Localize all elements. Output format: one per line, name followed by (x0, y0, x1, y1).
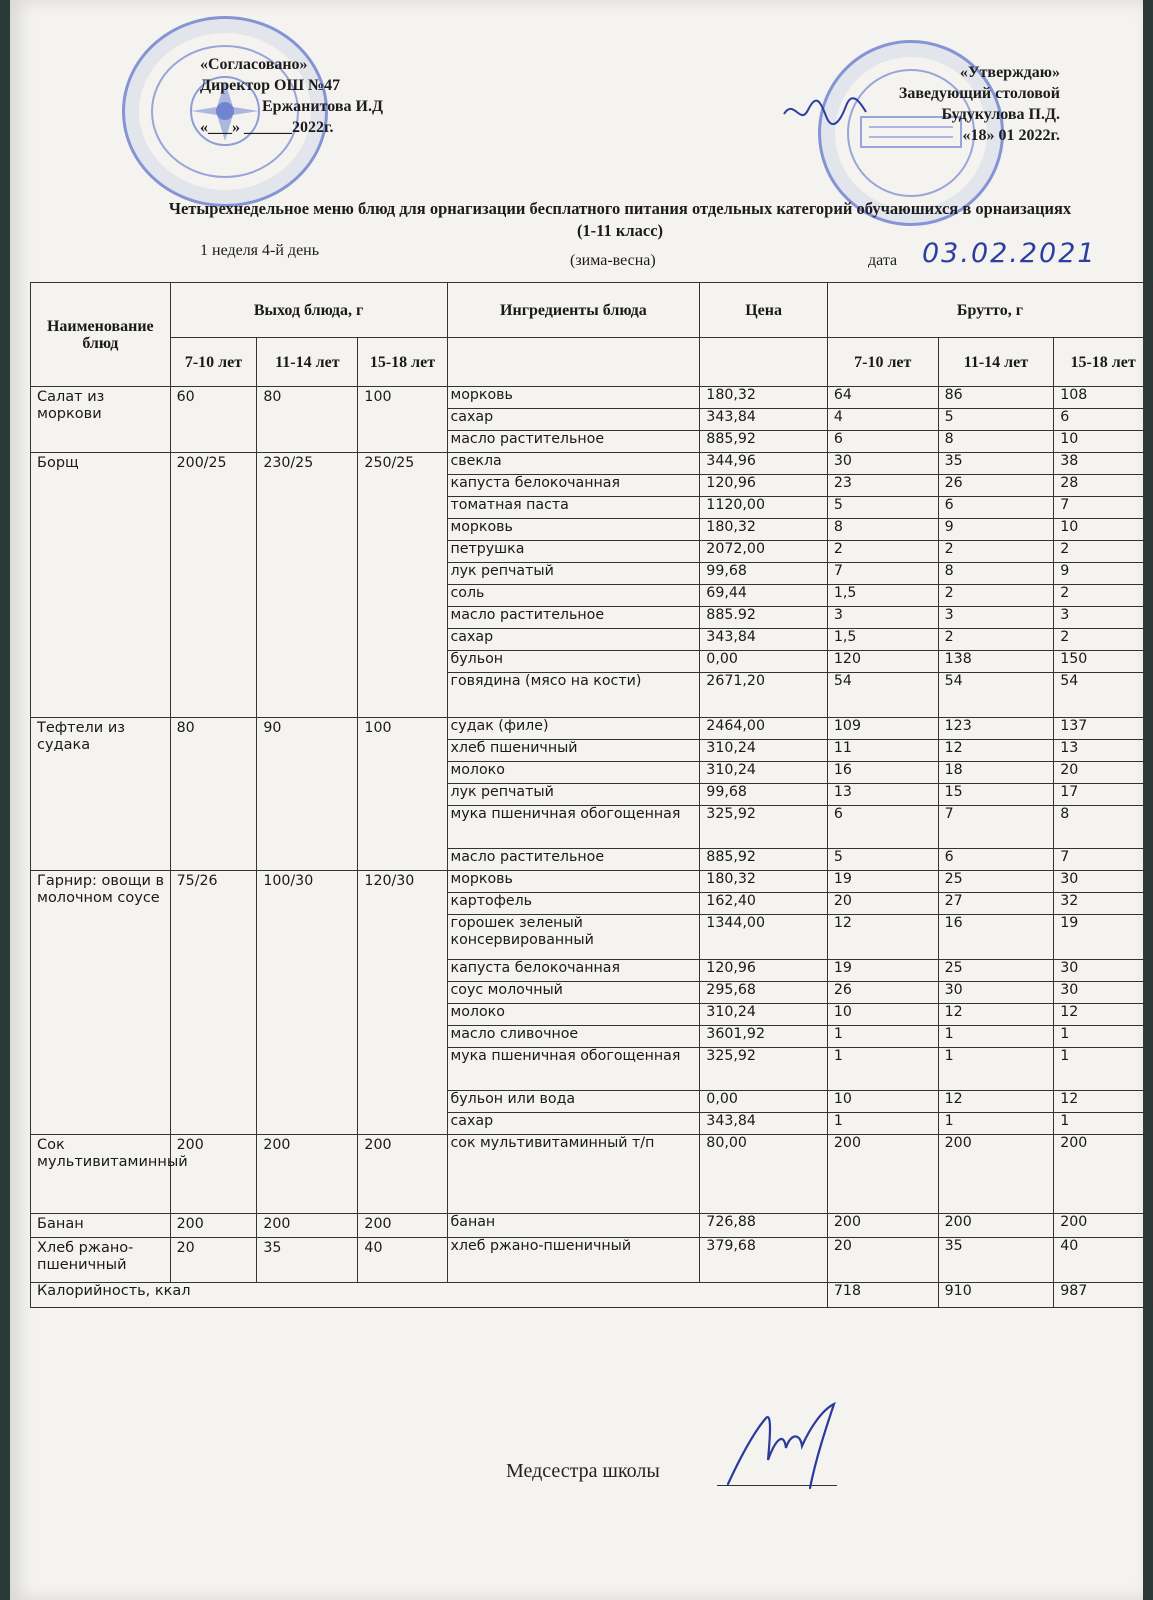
ingredient-name-cell: бульон или вода (447, 1091, 700, 1113)
ingredient-gross-cell: 5 (827, 497, 938, 519)
ingredient-gross-cell: 3 (938, 607, 1054, 629)
ingredient-gross-cell: 200 (1054, 1214, 1153, 1238)
ingredient-price-cell: 325,92 (700, 1048, 828, 1091)
ingredient-price-cell: 343,84 (700, 409, 828, 431)
ingredient-gross-cell: 9 (1054, 563, 1153, 585)
ingredient-name-cell: томатная паста (447, 497, 700, 519)
ingredient-gross-cell: 1 (938, 1048, 1054, 1091)
ingredient-name-cell: говядина (мясо на кости) (447, 673, 700, 718)
header-price: Цена (700, 283, 828, 338)
approval-left-line3: Ержанитова И.Д (262, 98, 383, 115)
ingredient-gross-cell: 1 (827, 1113, 938, 1135)
header-gross-age1: 7-10 лет (827, 338, 938, 387)
dish-output-cell: 250/25 (358, 453, 447, 718)
dish-output-cell: 100/30 (257, 871, 358, 1135)
ingredient-price-cell: 0,00 (700, 651, 828, 673)
ingredient-price-cell: 344,96 (700, 453, 828, 475)
ingredient-gross-cell: 1 (938, 1026, 1054, 1048)
ingredient-gross-cell: 9 (938, 519, 1054, 541)
ingredient-name-cell: банан (447, 1214, 700, 1238)
ingredient-gross-cell: 25 (938, 871, 1054, 893)
dish-output-cell: 60 (170, 387, 257, 453)
calories-label-cell: Калорийность, ккал (31, 1283, 828, 1308)
dish-output-cell: 100 (358, 387, 447, 453)
ingredient-name-cell: масло растительное (447, 431, 700, 453)
dish-output-cell: 230/25 (257, 453, 358, 718)
dish-name-cell: Борщ (31, 453, 171, 718)
ingredient-name-cell: свекла (447, 453, 700, 475)
ingredient-gross-cell: 2 (938, 541, 1054, 563)
ingredient-gross-cell: 1 (827, 1048, 938, 1091)
dish-output-cell: 80 (170, 718, 257, 871)
dish-output-cell: 90 (257, 718, 358, 871)
ingredient-gross-cell: 64 (827, 387, 938, 409)
date-label: дата (868, 252, 898, 269)
ingredient-gross-cell: 12 (938, 740, 1054, 762)
ingredient-gross-cell: 12 (938, 1004, 1054, 1026)
ingredient-price-cell: 885.92 (700, 607, 828, 629)
ingredient-gross-cell: 20 (827, 1238, 938, 1283)
ingredient-price-cell: 120,96 (700, 960, 828, 982)
ingredient-gross-cell: 200 (1054, 1135, 1153, 1214)
ingredient-gross-cell: 7 (1054, 497, 1153, 519)
approval-right-line1: «Утверждаю» (959, 64, 1060, 81)
ingredient-gross-cell: 7 (1054, 849, 1153, 871)
menu-table-body (31, 387, 1153, 1308)
dish-output-cell: 200 (170, 1214, 257, 1238)
document-page (10, 0, 1143, 1600)
ingredient-gross-cell: 16 (938, 915, 1054, 960)
ingredient-name-cell: лук репчатый (447, 784, 700, 806)
ingredient-gross-cell: 86 (938, 387, 1054, 409)
ingredient-gross-cell: 30 (1054, 871, 1153, 893)
ingredient-gross-cell: 6 (827, 806, 938, 849)
ingredient-price-cell: 343,84 (700, 629, 828, 651)
dish-output-cell: 40 (358, 1238, 447, 1283)
ingredient-gross-cell: 2 (1054, 585, 1153, 607)
ingredient-gross-cell: 19 (827, 871, 938, 893)
menu-table (30, 282, 1153, 1308)
dish-name-cell: Тефтели из судака (31, 718, 171, 871)
header-out-age3: 15-18 лет (358, 338, 447, 387)
ingredient-gross-cell: 2 (938, 585, 1054, 607)
ingredient-gross-cell: 11 (827, 740, 938, 762)
table-row (31, 718, 1153, 740)
ingredient-price-cell: 379,68 (700, 1238, 828, 1283)
dish-output-cell: 200 (358, 1214, 447, 1238)
ingredient-name-cell: картофель (447, 893, 700, 915)
ingredient-price-cell: 310,24 (700, 1004, 828, 1026)
ingredient-gross-cell: 3 (827, 607, 938, 629)
ingredient-gross-cell: 19 (827, 960, 938, 982)
ingredient-price-cell: 99,68 (700, 784, 828, 806)
ingredient-gross-cell: 8 (938, 431, 1054, 453)
calories-value-cell: 910 (938, 1283, 1054, 1308)
ingredient-name-cell: лук репчатый (447, 563, 700, 585)
calories-value-cell: 987 (1054, 1283, 1153, 1308)
ingredient-gross-cell: 12 (1054, 1091, 1153, 1113)
header-ingredients-blank (447, 338, 700, 387)
table-row (31, 1135, 1153, 1214)
ingredient-name-cell: петрушка (447, 541, 700, 563)
ingredient-price-cell: 1344,00 (700, 915, 828, 960)
dish-output-cell: 80 (257, 387, 358, 453)
dish-output-cell: 200/25 (170, 453, 257, 718)
ingredient-name-cell: мука пшеничная обогощенная (447, 1048, 700, 1091)
ingredient-price-cell: 180,32 (700, 519, 828, 541)
week-day-label: 1 неделя 4-й день (200, 242, 320, 259)
ingredient-name-cell: горошек зеленый консервированный (447, 915, 700, 960)
ingredient-price-cell: 310,24 (700, 762, 828, 784)
header-out-age2: 11-14 лет (257, 338, 358, 387)
approval-left-line4: «___» ______2022г. (200, 119, 334, 136)
ingredient-gross-cell: 26 (938, 475, 1054, 497)
dish-name-cell: Гарнир: овощи в молочном соусе (31, 871, 171, 1135)
ingredient-gross-cell: 1 (827, 1026, 938, 1048)
ingredient-gross-cell: 8 (827, 519, 938, 541)
ingredient-price-cell: 0,00 (700, 1091, 828, 1113)
table-row (31, 387, 1153, 409)
header-price-blank (700, 338, 828, 387)
manager-signature-icon (780, 92, 870, 132)
dish-output-cell: 75/26 (170, 871, 257, 1135)
ingredient-gross-cell: 200 (938, 1214, 1054, 1238)
ingredient-gross-cell: 35 (938, 453, 1054, 475)
approval-left-line1: «Согласовано» (200, 56, 308, 73)
ingredient-gross-cell: 120 (827, 651, 938, 673)
season-label: (зима-весна) (570, 252, 656, 269)
ingredient-gross-cell: 54 (938, 673, 1054, 718)
ingredient-name-cell: молоко (447, 1004, 700, 1026)
table-row (31, 871, 1153, 893)
ingredient-name-cell: сахар (447, 409, 700, 431)
dish-output-cell: 200 (170, 1135, 257, 1214)
ingredient-gross-cell: 200 (827, 1214, 938, 1238)
ingredient-gross-cell: 1 (1054, 1048, 1153, 1091)
ingredient-gross-cell: 6 (938, 849, 1054, 871)
ingredient-gross-cell: 17 (1054, 784, 1153, 806)
ingredient-name-cell: сок мультивитаминный т/п (447, 1135, 700, 1214)
nurse-label: Медсестра школы (506, 1460, 660, 1482)
ingredient-gross-cell: 7 (938, 806, 1054, 849)
ingredient-gross-cell: 32 (1054, 893, 1153, 915)
dish-name-cell: Банан (31, 1214, 171, 1238)
dish-output-cell: 200 (257, 1214, 358, 1238)
dish-output-cell: 200 (257, 1135, 358, 1214)
ingredient-price-cell: 162,40 (700, 893, 828, 915)
dish-output-cell: 20 (170, 1238, 257, 1283)
ingredient-gross-cell: 30 (1054, 982, 1153, 1004)
ingredient-name-cell: бульон (447, 651, 700, 673)
ingredient-gross-cell: 23 (827, 475, 938, 497)
ingredient-price-cell: 885,92 (700, 849, 828, 871)
ingredient-gross-cell: 26 (827, 982, 938, 1004)
dish-output-cell: 35 (257, 1238, 358, 1283)
ingredient-name-cell: мука пшеничная обогощенная (447, 806, 700, 849)
ingredient-gross-cell: 2 (1054, 541, 1153, 563)
ingredient-price-cell: 2464,00 (700, 718, 828, 740)
ingredient-gross-cell: 13 (1054, 740, 1153, 762)
approval-right-line3: Будукулова П.Д. (941, 106, 1060, 123)
ingredient-gross-cell: 54 (827, 673, 938, 718)
ingredient-gross-cell: 15 (938, 784, 1054, 806)
ingredient-name-cell: соль (447, 585, 700, 607)
ingredient-name-cell: сахар (447, 1113, 700, 1135)
table-row (31, 1214, 1153, 1238)
header-dish-name: Наименование блюд (31, 283, 171, 387)
ingredient-name-cell: морковь (447, 519, 700, 541)
ingredient-gross-cell: 12 (827, 915, 938, 960)
calories-value-cell: 718 (827, 1283, 938, 1308)
ingredient-price-cell: 120,96 (700, 475, 828, 497)
dish-name-cell: Сок мультивитаминный (31, 1135, 171, 1214)
ingredient-gross-cell: 8 (938, 563, 1054, 585)
approval-right-line2: Заведующий столовой (898, 85, 1060, 102)
ingredient-gross-cell: 137 (1054, 718, 1153, 740)
table-row (31, 453, 1153, 475)
ingredient-gross-cell: 20 (827, 893, 938, 915)
ingredient-gross-cell: 10 (1054, 519, 1153, 541)
ingredient-gross-cell: 16 (827, 762, 938, 784)
ingredient-gross-cell: 8 (1054, 806, 1153, 849)
ingredient-price-cell: 99,68 (700, 563, 828, 585)
ingredient-name-cell: капуста белокочанная (447, 960, 700, 982)
ingredient-gross-cell: 35 (938, 1238, 1054, 1283)
ingredient-gross-cell: 123 (938, 718, 1054, 740)
ingredient-gross-cell: 28 (1054, 475, 1153, 497)
ingredient-gross-cell: 12 (938, 1091, 1054, 1113)
ingredient-gross-cell: 5 (827, 849, 938, 871)
ingredient-gross-cell: 40 (1054, 1238, 1153, 1283)
header-gross-age3: 15-18 лет (1054, 338, 1153, 387)
ingredient-gross-cell: 6 (827, 431, 938, 453)
ingredient-name-cell: соус молочный (447, 982, 700, 1004)
header-out-age1: 7-10 лет (170, 338, 257, 387)
ingredient-price-cell: 325,92 (700, 806, 828, 849)
ingredient-price-cell: 180,32 (700, 871, 828, 893)
ingredient-gross-cell: 30 (938, 982, 1054, 1004)
ingredient-name-cell: сахар (447, 629, 700, 651)
ingredient-gross-cell: 1 (938, 1113, 1054, 1135)
dish-output-cell: 100 (358, 718, 447, 871)
ingredient-name-cell: капуста белокочанная (447, 475, 700, 497)
ingredient-gross-cell: 5 (938, 409, 1054, 431)
dish-name-cell: Хлеб ржано-пшеничный (31, 1238, 171, 1283)
ingredient-gross-cell: 20 (1054, 762, 1153, 784)
ingredient-price-cell: 69,44 (700, 585, 828, 607)
header-ingredients: Ингредиенты блюда (447, 283, 700, 338)
dish-name-cell: Салат из моркови (31, 387, 171, 453)
ingredient-gross-cell: 18 (938, 762, 1054, 784)
ingredient-name-cell: хлеб пшеничный (447, 740, 700, 762)
ingredient-name-cell: хлеб ржано-пшеничный (447, 1238, 700, 1283)
ingredient-name-cell: масло растительное (447, 607, 700, 629)
ingredient-price-cell: 726,88 (700, 1214, 828, 1238)
calories-row (31, 1283, 1153, 1308)
ingredient-gross-cell: 6 (1054, 409, 1153, 431)
dish-output-cell: 200 (358, 1135, 447, 1214)
ingredient-gross-cell: 30 (827, 453, 938, 475)
ingredient-gross-cell: 12 (1054, 1004, 1153, 1026)
ingredient-name-cell: масло растительное (447, 849, 700, 871)
date-value: 03.02.2021 (922, 238, 1097, 269)
ingredient-price-cell: 2671,20 (700, 673, 828, 718)
ingredient-gross-cell: 4 (827, 409, 938, 431)
ingredient-price-cell: 343,84 (700, 1113, 828, 1135)
table-row (31, 1238, 1153, 1283)
ingredient-gross-cell: 30 (1054, 960, 1153, 982)
ingredient-gross-cell: 27 (938, 893, 1054, 915)
ingredient-gross-cell: 1,5 (827, 629, 938, 651)
ingredient-gross-cell: 19 (1054, 915, 1153, 960)
ingredient-gross-cell: 2 (1054, 629, 1153, 651)
ingredient-price-cell: 1120,00 (700, 497, 828, 519)
ingredient-price-cell: 2072,00 (700, 541, 828, 563)
nurse-signature-icon (710, 1398, 860, 1498)
ingredient-gross-cell: 1 (1054, 1026, 1153, 1048)
ingredient-gross-cell: 3 (1054, 607, 1153, 629)
ingredient-gross-cell: 150 (1054, 651, 1153, 673)
ingredient-gross-cell: 10 (1054, 431, 1153, 453)
ingredient-name-cell: масло сливочное (447, 1026, 700, 1048)
ingredient-name-cell: судак (филе) (447, 718, 700, 740)
approval-left-block (200, 54, 383, 138)
ingredient-gross-cell: 2 (938, 629, 1054, 651)
ingredient-price-cell: 80,00 (700, 1135, 828, 1214)
ingredient-gross-cell: 38 (1054, 453, 1153, 475)
ingredient-gross-cell: 10 (827, 1004, 938, 1026)
ingredient-price-cell: 885,92 (700, 431, 828, 453)
menu-title: Четырехнедельное меню блюд для орнагизации бесплатного питания отдельных категорий обучаюшихся в орнаизациях (1-11 класс) (168, 199, 1072, 240)
ingredient-gross-cell: 6 (938, 497, 1054, 519)
ingredient-gross-cell: 54 (1054, 673, 1153, 718)
ingredient-gross-cell: 108 (1054, 387, 1153, 409)
ingredient-gross-cell: 10 (827, 1091, 938, 1113)
ingredient-name-cell: молоко (447, 762, 700, 784)
header-output: Выход блюда, г (170, 283, 447, 338)
header-gross: Брутто, г (827, 283, 1152, 338)
ingredient-name-cell: морковь (447, 387, 700, 409)
ingredient-gross-cell: 25 (938, 960, 1054, 982)
dish-output-cell: 120/30 (358, 871, 447, 1135)
ingredient-gross-cell: 2 (827, 541, 938, 563)
ingredient-gross-cell: 109 (827, 718, 938, 740)
ingredient-price-cell: 310,24 (700, 740, 828, 762)
ingredient-price-cell: 180,32 (700, 387, 828, 409)
ingredient-name-cell: морковь (447, 871, 700, 893)
ingredient-gross-cell: 7 (827, 563, 938, 585)
approval-left-line2: Директор ОШ №47 (200, 77, 341, 94)
ingredient-gross-cell: 1 (1054, 1113, 1153, 1135)
ingredient-gross-cell: 13 (827, 784, 938, 806)
approval-right-line4: «18» 01 2022г. (962, 127, 1060, 144)
ingredient-price-cell: 295,68 (700, 982, 828, 1004)
ingredient-gross-cell: 1,5 (827, 585, 938, 607)
ingredient-price-cell: 3601,92 (700, 1026, 828, 1048)
header-gross-age2: 11-14 лет (938, 338, 1054, 387)
ingredient-gross-cell: 200 (827, 1135, 938, 1214)
ingredient-gross-cell: 138 (938, 651, 1054, 673)
ingredient-gross-cell: 200 (938, 1135, 1054, 1214)
